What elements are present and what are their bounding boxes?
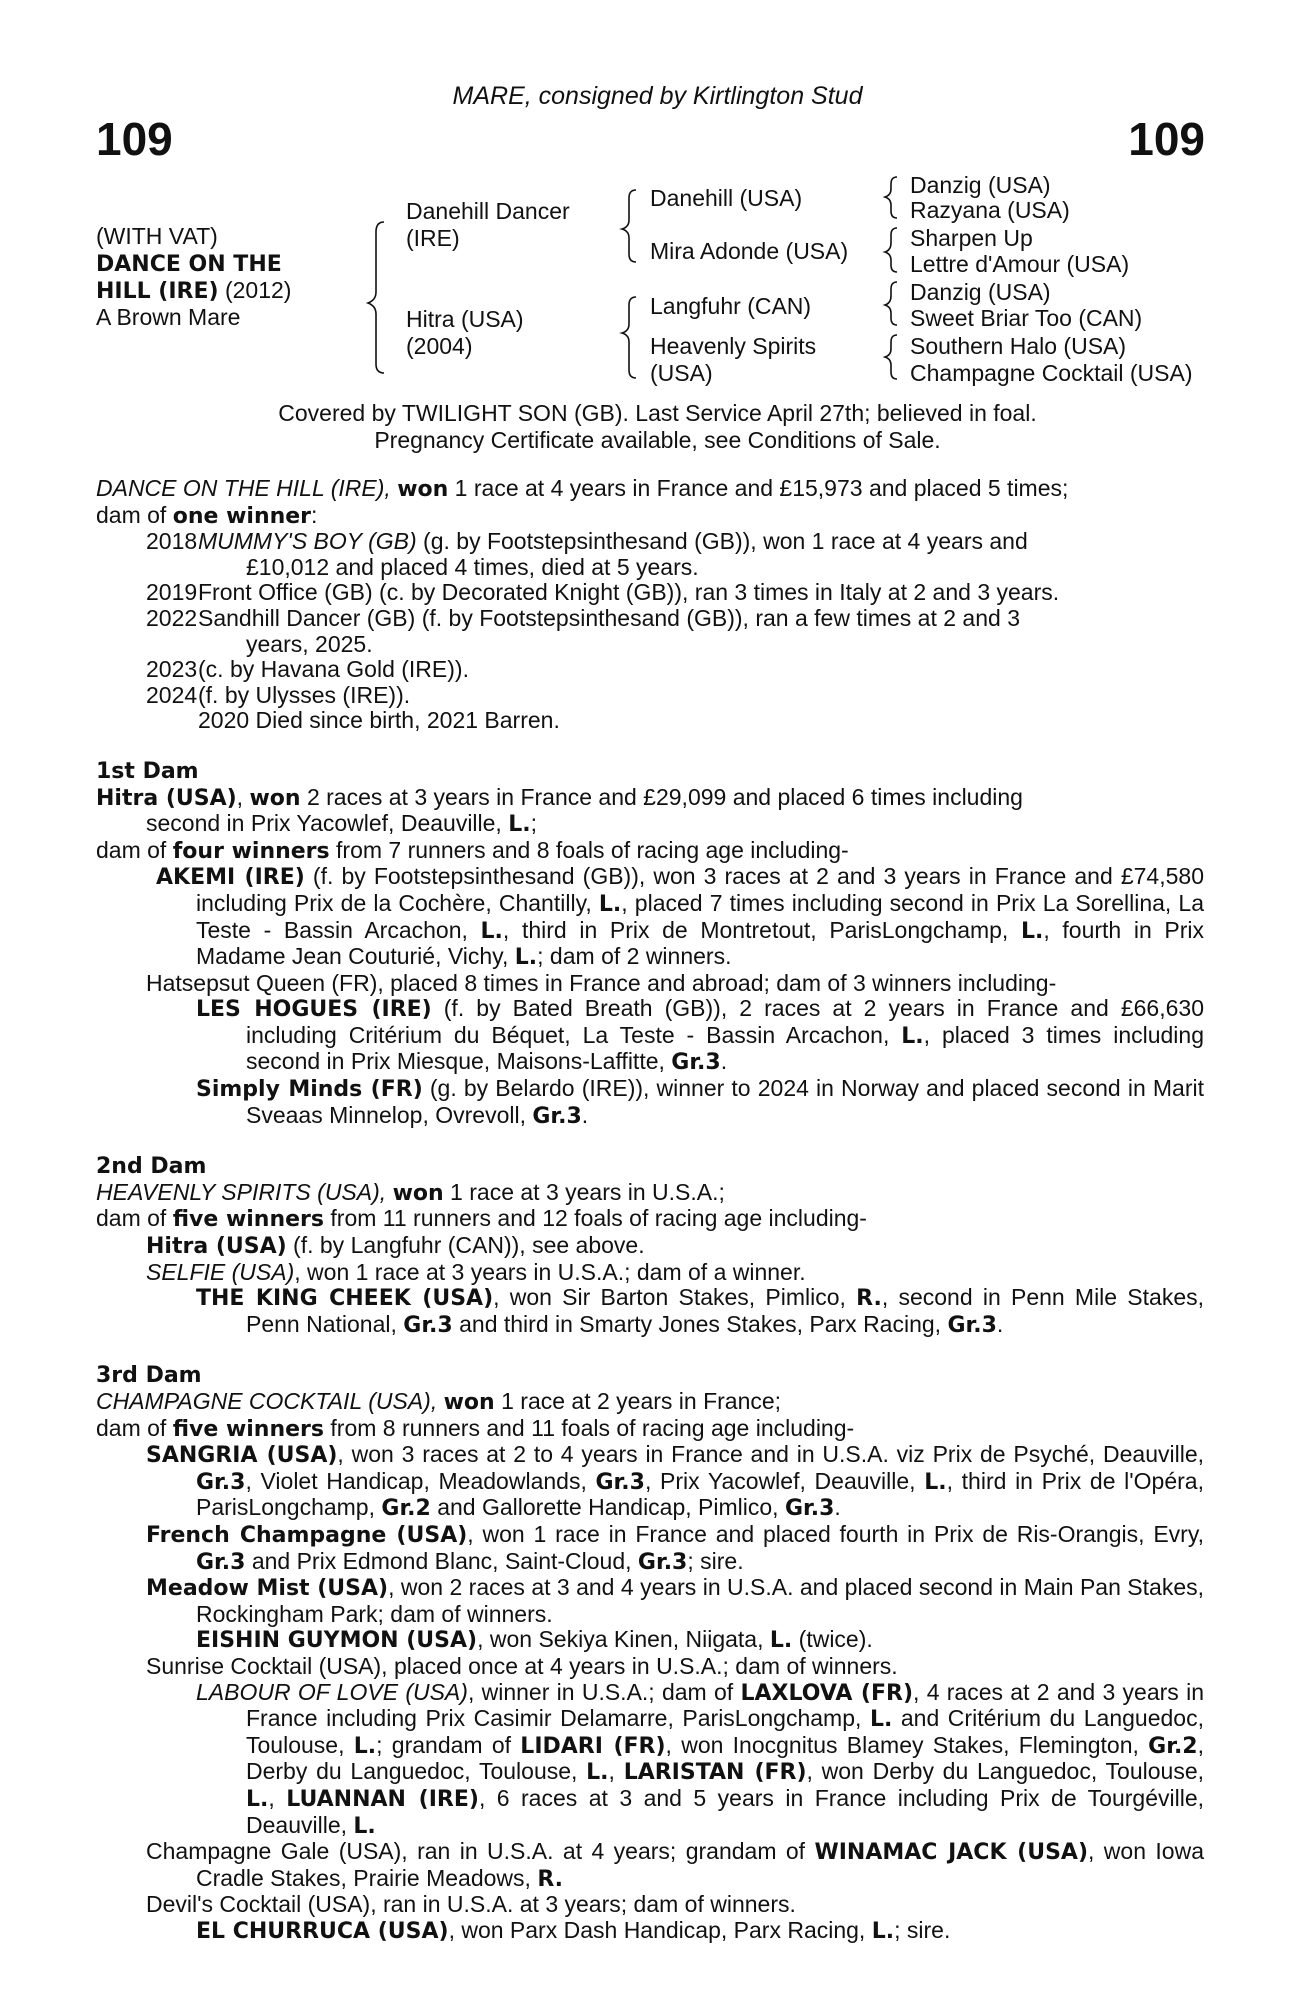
third-dam-heading: 3rd Dam: [96, 1363, 202, 1389]
produce-year: 2022: [146, 604, 198, 631]
ggparent-2: Razyana (USA): [910, 197, 1070, 223]
ggparent-8: Champagne Cocktail (USA): [910, 360, 1193, 386]
offspring-hitra: Hitra (USA) (f. by Langfuhr (CAN)), see above.: [146, 1232, 645, 1260]
produce-record: [96, 529, 1204, 734]
second-dam-heading: 2nd Dam: [96, 1154, 207, 1180]
first-dam-summary: Hitra (USA), won 2 races at 3 years in France and £29,099 and placed 6 times including second in Prix Yacowlef, Deauville, L.; dam of four winners from 7 runners and 8 foals of racing age including-: [96, 783, 1023, 864]
ggparent-5: Danzig (USA): [910, 279, 1051, 305]
produce-details: Front Office (GB) (c. by Decorated Knight (GB)), ran 3 times in Italy at 2 and 3 years.: [198, 579, 1060, 606]
intro-paragraph: DANCE ON THE HILL (IRE), won 1 race at 4 years in France and £15,973 and placed 5 times; dam of one winner:: [96, 475, 1069, 529]
produce-details: (c. by Havana Gold (IRE)).: [198, 656, 469, 683]
ggparent-1: Danzig (USA): [910, 172, 1051, 198]
covering-note: [0, 400, 1315, 454]
produce-details: Sandhill Dancer (GB) (f. by Footstepsinthesand (GB)), ran a few times at 2 and 3: [198, 604, 1020, 631]
dam-name: Hitra (USA): [406, 306, 524, 332]
produce-details: (f. by Ulysses (IRE)).: [198, 681, 411, 708]
produce-row: [96, 683, 1204, 709]
brace-gg4: [885, 335, 897, 379]
brace-gg2: [885, 228, 897, 272]
produce-continuation: years, 2025.: [246, 630, 373, 657]
offspring-champagne-gale: Champagne Gale (USA), ran in U.S.A. at 4 years; grandam of WINAMAC JACK (USA), won Iowa Cradle Stakes, Prairie Meadows, R.: [146, 1838, 1204, 1892]
produce-year: 2024: [146, 681, 198, 708]
offspring-king-cheek: THE KING CHEEK (USA), won Sir Barton Stakes, Pimlico, R., second in Penn Mile Stakes, Penn National, Gr.3 and third in Smarty Jones Stakes, Parx Racing, Gr.3.: [196, 1284, 1205, 1338]
granddam-2: Heavenly Spirits: [650, 333, 817, 359]
third-dam-summary: CHAMPAGNE COCKTAIL (USA), won 1 race at 2 years in France; dam of five winners from 8 runners and 11 foals of racing age including-: [96, 1388, 855, 1442]
grandsire-2: Langfuhr (CAN): [650, 293, 812, 319]
brace-gg1: [885, 177, 897, 218]
sire-name: Danehill Dancer: [406, 198, 570, 224]
brace-gg3: [885, 282, 897, 325]
horse-description: A Brown Mare: [96, 304, 241, 330]
produce-row: [96, 580, 1204, 606]
horse-name: DANCE ON THE: [96, 252, 282, 277]
consignor-header: MARE, consigned by Kirtlington Stud: [452, 82, 863, 110]
second-dam-summary: HEAVENLY SPIRITS (USA), won 1 race at 3 years in U.S.A.; dam of five winners from 11 runners and 12 foals of racing age including-: [96, 1178, 867, 1233]
offspring-labour-of-love: LABOUR OF LOVE (USA), winner in U.S.A.; dam of LAXLOVA (FR), 4 races at 2 and 3 years in France including Prix Casimir Delamarre, ParisLongchamp, L. and Critérium du Languedoc, Toulouse, L.; grandam of LIDARI (FR), won Inocgnitus Blamey Stakes, Flemington, Gr.2, Derby du Languedoc, Toulouse, L., LARISTAN (FR), won Derby du Languedoc, Toulouse, L., LUANNAN (IRE), 6 races at 3 and 5 years in France including Prix de Tourgéville, Deauville, L.: [196, 1678, 1205, 1839]
offspring-el-churruca: EL CHURRUCA (USA), won Parx Dash Handicap, Parx Racing, L.; sire.: [196, 1916, 951, 1944]
offspring-sunrise-cocktail: Sunrise Cocktail (USA), placed once at 4 years in U.S.A.; dam of winners.: [146, 1652, 898, 1679]
produce-text: [198, 683, 1204, 709]
offspring-simply-minds: Simply Minds (FR) (g. by Belardo (IRE)), winner to 2024 in Norway and placed second in Marit Sveaas Minnelop, Ovrevoll, Gr.3.: [196, 1075, 1204, 1129]
offspring-eishin-guymon: EISHIN GUYMON (USA), won Sekiya Kinen, Niigata, L. (twice).: [196, 1626, 873, 1654]
offspring-selfie: SELFIE (USA), won 1 race at 3 years in U.S.A.; dam of a winner.: [146, 1258, 806, 1285]
catalogue-body: [96, 476, 1204, 1944]
ggparent-6: Sweet Briar Too (CAN): [910, 305, 1143, 331]
covering-line-1: Covered by TWILIGHT SON (GB). Last Service April 27th; believed in foal.: [278, 400, 1037, 426]
grandsire-1: Danehill (USA): [650, 185, 803, 211]
offspring-hatsepsut: Hatsepsut Queen (FR), placed 8 times in France and abroad; dam of 3 winners including-: [146, 969, 1057, 996]
produce-year: 2019: [146, 579, 198, 606]
produce-row: [96, 606, 1204, 657]
ggparent-7: Southern Halo (USA): [910, 333, 1127, 359]
horse-name-line2: HILL (IRE) (2012): [96, 277, 292, 304]
offspring-les-hogues: LES HOGUES (IRE) (f. by Bated Breath (GB)), 2 races at 2 years in France and £66,630 including Critérium du Béquet, La Teste - Bassin Arcachon, L., placed 3 times including second in Prix Miesque, Maisons-Laffitte, Gr.3.: [196, 995, 1204, 1076]
produce-year: 2023: [146, 656, 198, 683]
produce-text: [198, 708, 1204, 734]
produce-name: MUMMY'S BOY (GB): [198, 528, 417, 555]
produce-text: [198, 529, 1204, 580]
produce-details: 2020 Died since birth, 2021 Barren.: [198, 707, 560, 734]
lot-number-right: 109: [1128, 113, 1205, 165]
offspring-french-champagne: French Champagne (USA), won 1 race in France and placed fourth in Prix de Ris-Orangis, Evry, Gr.3 and Prix Edmond Blanc, Saint-Cloud, Gr.3; sire.: [146, 1520, 1205, 1575]
brace-dam: [622, 297, 636, 378]
offspring-akemi: AKEMI (IRE) (f. by Footstepsinthesand (GB)), won 3 races at 2 and 3 years in France and £74,580 including Prix de la Cochère, Chantilly, L., placed 7 times including second in Prix La Sorellina, La Teste - Bassin Arcachon, L., third in Prix de Montretout, ParisLongchamp, L., fourth in Prix Madame Jean Couturié, Vichy, L.; dam of 2 winners.: [156, 863, 1205, 971]
brace-sire: [622, 190, 636, 262]
lot-number-left: 109: [96, 113, 173, 165]
ggparent-3: Sharpen Up: [910, 225, 1033, 251]
produce-row: [96, 529, 1204, 580]
produce-text: [198, 606, 1204, 657]
sire-country: (IRE): [406, 225, 460, 251]
first-dam-heading: 1st Dam: [96, 758, 199, 784]
produce-year: 2018: [146, 528, 198, 555]
offspring-meadow-mist: Meadow Mist (USA), won 2 races at 3 and 4 years in U.S.A. and placed second in Main Pan Stakes, Rockingham Park; dam of winners.: [146, 1574, 1204, 1627]
ggparent-4: Lettre d'Amour (USA): [910, 251, 1130, 277]
dam-year: (2004): [406, 333, 473, 359]
granddam-1: Mira Adonde (USA): [650, 238, 849, 264]
offspring-devils-cocktail: Devil's Cocktail (USA), ran in U.S.A. at 3 years; dam of winners.: [146, 1891, 796, 1918]
covering-line-2: Pregnancy Certificate available, see Conditions of Sale.: [374, 427, 941, 453]
vat-label: (WITH VAT): [96, 223, 218, 249]
produce-text: [198, 657, 1204, 683]
offspring-sangria: SANGRIA (USA), won 3 races at 2 to 4 years in France and in U.S.A. viz Prix de Psyché, Deauville, Gr.3, Violet Handicap, Meadowlands, Gr.3, Prix Yacowlef, Deauville, L., third in Prix de l'Opéra, ParisLongchamp, Gr.2 and Gallorette Handicap, Pimlico, Gr.3.: [146, 1441, 1205, 1522]
produce-text: [198, 580, 1204, 606]
granddam-2-country: (USA): [650, 360, 713, 386]
produce-year: [96, 708, 198, 734]
produce-row: [96, 708, 1204, 734]
produce-details: (g. by Footstepsinthesand (GB)), won 1 race at 4 years and: [416, 528, 1028, 555]
brace-main: [368, 222, 384, 373]
produce-continuation: £10,012 and placed 4 times, died at 5 years.: [246, 553, 699, 580]
produce-row: [96, 657, 1204, 683]
